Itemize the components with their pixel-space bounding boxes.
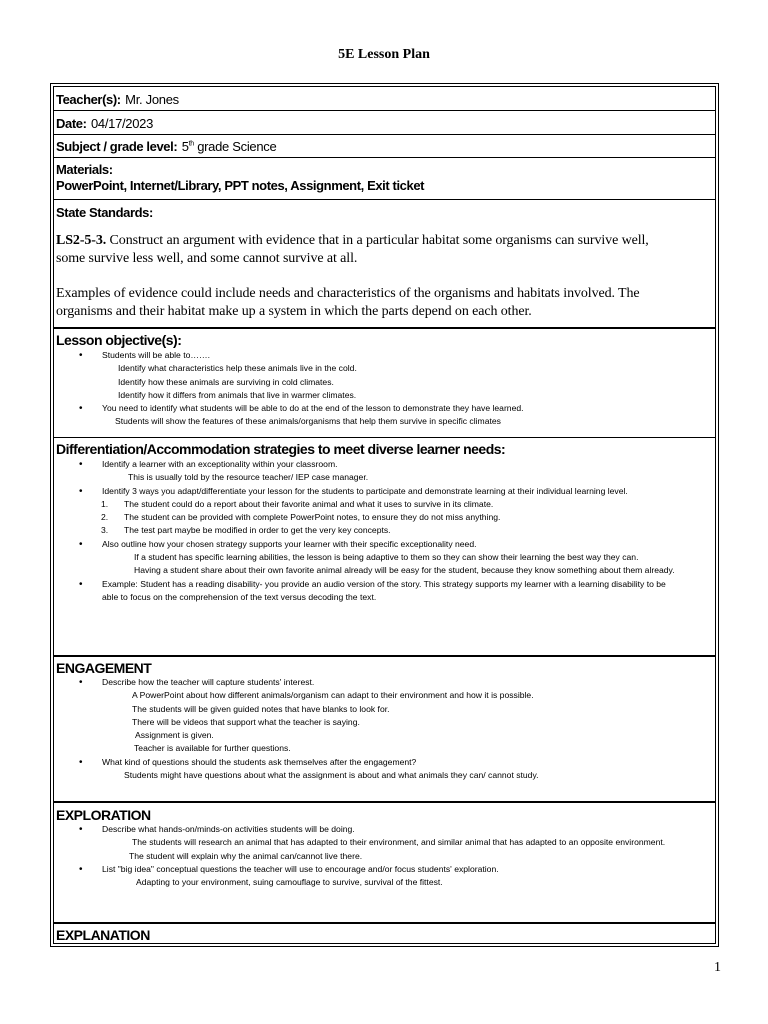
objectives-label: Lesson objective(s): <box>56 332 182 348</box>
standards-para1: LS2-5-3. Construct an argument with evidence that in a particular habitat some organisms can survive well, some survive less well, and some cannot survive at all. <box>56 233 649 266</box>
subject-row <box>54 135 715 158</box>
standards-para2: Examples of evidence could include needs and characteristics of the organisms and habitats involved. The organisms and their habitat make up a system in which the parts depend on each other. <box>56 286 640 319</box>
teacher-value: Mr. Jones <box>125 92 179 107</box>
date-value: 04/17/2023 <box>90 116 154 131</box>
page-number: 1 <box>714 960 721 975</box>
list-item: 1. The student could do a report about their favorite animal and what it uses to survive in its climate. <box>101 498 494 509</box>
list-item: • Identify a learner with an exceptionality within your classroom. <box>56 458 711 471</box>
list-item: If a student has specific learning abilities, the lesson is being adaptive to them so they can show their learning the best way they can. <box>134 552 639 563</box>
materials-value: PowerPoint, Internet/Library, PPT notes, Assignment, Exit ticket <box>56 178 425 193</box>
materials-label: Materials: <box>56 162 113 177</box>
exploration-label: EXPLORATION <box>56 807 151 823</box>
explanation-label: EXPLANATION <box>56 927 150 943</box>
list-item: 2. The student can be provided with complete PowerPoint notes, to ensure they do not miss anything. <box>101 512 501 523</box>
teacher-row <box>54 87 715 111</box>
list-item: The students will be given guided notes that have blanks to look for. <box>132 703 390 714</box>
lesson-plan-table <box>50 83 719 947</box>
page-title: 5E Lesson Plan <box>338 47 430 62</box>
date-label: Date: <box>56 116 87 131</box>
list-item: Adapting to your environment, suing camouflage to survive, survival of the fittest. <box>136 877 443 888</box>
objectives-row <box>54 329 715 438</box>
differentiation-row <box>54 438 715 657</box>
list-item: • Students will be able to……. <box>56 349 711 362</box>
explanation-row <box>54 924 715 945</box>
list-item: • Example: Student has a reading disability- you provide an audio version of the story. This strategy supports my learner with a learning disability to be <box>56 578 711 591</box>
list-item: Identify what characteristics help these animals live in the cold. <box>118 363 357 374</box>
list-item: • List "big idea" conceptual questions the teacher will use to encourage and/or focus students' exploration. <box>56 863 711 876</box>
list-item: Teacher is available for further questions. <box>134 743 291 754</box>
list-item: • Describe how the teacher will capture students' interest. <box>56 676 711 689</box>
standards-row <box>54 200 715 329</box>
subject-value: 5th grade Science <box>181 139 277 154</box>
engagement-row <box>54 657 715 803</box>
list-item: A PowerPoint about how different animals/organism can adapt to their environment and how it is possible. <box>132 690 534 701</box>
list-item: Students might have questions about what the assignment is about and what animals they can/ cannot study. <box>124 770 539 781</box>
list-item: Students will show the features of these animals/organisms that help them survive in specific climates <box>115 416 501 427</box>
standards-code: LS2-5-3. <box>56 233 107 248</box>
list-item: There will be videos that support what the teacher is saying. <box>132 716 360 727</box>
standards-label: State Standards: <box>56 205 153 220</box>
list-item: Having a student share about their own favorite animal already will be easy for the student, because they know something about them already. <box>134 565 675 576</box>
list-item: • Identify 3 ways you adapt/differentiate your lesson for the students to participate and demonstrate learning at their individual learning level. <box>56 485 711 498</box>
list-item: This is usually told by the resource teacher/ IEP case manager. <box>128 472 369 483</box>
exploration-row <box>54 803 715 924</box>
differentiation-label: Differentiation/Accommodation strategies to meet diverse learner needs: <box>56 441 506 457</box>
materials-row <box>54 158 715 200</box>
engagement-label: ENGAGEMENT <box>56 660 152 676</box>
subject-label: Subject / grade level: <box>56 139 178 154</box>
list-item: The student will explain why the animal can/cannot live there. <box>129 850 363 861</box>
list-item: Assignment is given. <box>135 730 214 741</box>
list-item: Identify how it differs from animals that live in warmer climates. <box>118 389 357 400</box>
date-row <box>54 111 715 135</box>
list-item: The students will research an animal that has adapted to their environment, and similar animal that has adapted to an opposite environment. <box>132 837 666 848</box>
teacher-label: Teacher(s): <box>56 92 121 107</box>
list-item: • What kind of questions should the students ask themselves after the engagement? <box>56 756 711 769</box>
list-item: • Also outline how your chosen strategy supports your learner with their specific exceptionality need. <box>56 538 711 551</box>
list-item: Identify how these animals are surviving in cold climates. <box>118 376 334 387</box>
list-item: • Describe what hands-on/minds-on activities students will be doing. <box>56 823 711 836</box>
list-item: 3. The test part maybe be modified in order to get the very key concepts. <box>101 525 391 536</box>
list-item: able to focus on the comprehension of the text versus decoding the text. <box>102 591 377 602</box>
list-item: • You need to identify what students will be able to do at the end of the lesson to demonstrate they have learned. <box>56 402 711 415</box>
